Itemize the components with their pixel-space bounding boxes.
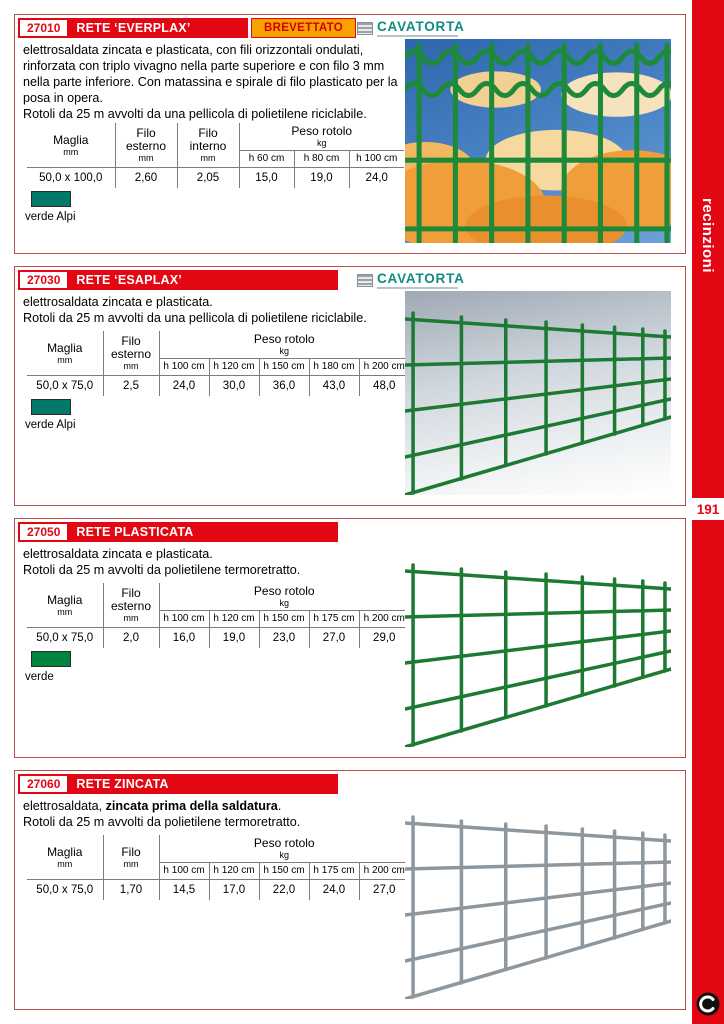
description-paragraph: Rotoli da 25 m avvolti da una pellicola di polietilene riciclabile.	[23, 311, 367, 325]
table-cell: 24,0	[159, 376, 209, 397]
table-header-peso: Peso rotolo kg	[253, 584, 315, 608]
table-header-filo-esterno: Filo esterno mm	[115, 123, 177, 168]
table-header-height: h 150 cm	[259, 863, 309, 880]
brand-name: CAVATORTA	[377, 270, 465, 286]
description-paragraph: elettrosaldata zincata e plasticata, con fili orizzontali ondulati, rinforzata con triplo vivagno nella parte superiore e con filo 3 mm nella parte inferiore. Con matassina e spirale di filo plasticato per la posa in opera.	[23, 43, 398, 105]
table-cell: 24,0	[349, 168, 404, 189]
publisher-logo-icon	[696, 992, 720, 1016]
table-row	[27, 880, 409, 901]
table-cell: 36,0	[259, 376, 309, 397]
product-title: RETE ‘ESAPLAX’	[76, 273, 182, 287]
table-header-maglia: Maglia mm	[27, 835, 103, 880]
product-title: RETE ‘EVERPLAX’	[76, 21, 191, 35]
table-header-height: h 120 cm	[209, 359, 259, 376]
table-cell: 43,0	[309, 376, 359, 397]
table-cell: 1,70	[103, 880, 159, 901]
description-paragraph: elettrosaldata zincata e plasticata.	[23, 547, 213, 561]
color-swatch-label: verde Alpi	[25, 211, 76, 223]
table-header-peso: Peso rotolo kg	[291, 124, 353, 148]
brand-logo	[357, 18, 465, 38]
description-paragraph: elettrosaldata zincata e plasticata.	[23, 295, 213, 309]
table-header-maglia: Maglia mm	[27, 331, 103, 376]
table-cell: 27,0	[359, 880, 409, 901]
product-code: 27060	[20, 776, 67, 792]
section-header	[18, 18, 248, 38]
product-photo-esaplax	[405, 291, 671, 495]
table-cell: 29,0	[359, 628, 409, 649]
product-section-everplax	[14, 14, 686, 254]
product-section-plasticata	[14, 518, 686, 758]
table-cell: 16,0	[159, 628, 209, 649]
product-code: 27030	[20, 272, 67, 288]
table-cell: 50,0 x 75,0	[27, 628, 103, 649]
section-header	[18, 774, 338, 794]
mesh-illustration	[405, 291, 671, 495]
side-band	[692, 0, 724, 1024]
product-description	[23, 42, 403, 122]
table-cell: 19,0	[294, 168, 349, 189]
table-cell: 50,0 x 75,0	[27, 376, 103, 397]
table-header-height: h 150 cm	[259, 611, 309, 628]
table-header-filo-esterno: Filo esterno mm	[103, 583, 159, 628]
table-header-peso: Peso rotolo kg	[253, 836, 315, 860]
table-header-maglia: Maglia mm	[27, 583, 103, 628]
product-photo-zincata	[405, 795, 671, 999]
table-cell: 30,0	[209, 376, 259, 397]
table-cell: 48,0	[359, 376, 409, 397]
product-code: 27050	[20, 524, 67, 540]
table-row	[27, 168, 404, 189]
brand-name: CAVATORTA	[377, 18, 465, 34]
description-paragraph: Rotoli da 25 m avvolti da polietilene termoretratto.	[23, 815, 301, 829]
table-header-height: h 100 cm	[159, 359, 209, 376]
table-cell: 23,0	[259, 628, 309, 649]
table-header-height: h 120 cm	[209, 611, 259, 628]
description-paragraph: Rotoli da 25 m avvolti da polietilene termoretratto.	[23, 563, 301, 577]
color-swatch	[31, 651, 71, 667]
product-title: RETE ZINCATA	[76, 777, 169, 791]
table-row	[27, 376, 409, 397]
table-header-height: h 200 cm	[359, 611, 409, 628]
color-swatch	[31, 191, 71, 207]
table-header-height: h 120 cm	[209, 863, 259, 880]
spec-table	[27, 331, 409, 396]
product-description	[23, 294, 403, 326]
table-header-height: h 80 cm	[294, 151, 349, 168]
brand-icon	[357, 274, 373, 287]
table-cell: 2,60	[115, 168, 177, 189]
page-number: 191	[692, 498, 724, 520]
table-header-peso: Peso rotolo kg	[253, 332, 315, 356]
spec-table	[27, 835, 409, 900]
product-code: 27010	[20, 20, 67, 36]
table-cell: 24,0	[309, 880, 359, 901]
table-cell: 14,5	[159, 880, 209, 901]
product-title: RETE PLASTICATA	[76, 525, 194, 539]
patent-badge: BREVETTATO	[251, 18, 356, 38]
product-description	[23, 546, 403, 578]
table-header-height: h 180 cm	[309, 359, 359, 376]
spec-table	[27, 123, 404, 188]
product-photo-everplax	[405, 39, 671, 243]
table-cell: 19,0	[209, 628, 259, 649]
brand-logo	[357, 270, 465, 290]
brand-tagline-rule	[377, 287, 458, 289]
table-header-height: h 175 cm	[309, 863, 359, 880]
spec-table	[27, 583, 409, 648]
section-header	[18, 522, 338, 542]
table-cell: 50,0 x 100,0	[27, 168, 115, 189]
table-header-height: h 150 cm	[259, 359, 309, 376]
table-header-height: h 175 cm	[309, 611, 359, 628]
table-header-height: h 200 cm	[359, 359, 409, 376]
product-description	[23, 798, 403, 830]
color-swatch	[31, 399, 71, 415]
table-header-height: h 60 cm	[239, 151, 294, 168]
table-cell: 2,5	[103, 376, 159, 397]
color-swatch-label: verde	[25, 671, 54, 683]
product-section-zincata	[14, 770, 686, 1010]
table-header-height: h 100 cm	[159, 611, 209, 628]
table-header-height: h 200 cm	[359, 863, 409, 880]
table-header-maglia: Maglia mm	[27, 123, 115, 168]
brand-icon	[357, 22, 373, 35]
table-cell: 2,05	[177, 168, 239, 189]
mesh-illustration	[405, 543, 671, 747]
section-header	[18, 270, 338, 290]
table-cell: 27,0	[309, 628, 359, 649]
mesh-illustration	[405, 795, 671, 999]
description-paragraph: Rotoli da 25 m avvolti da una pellicola di polietilene riciclabile.	[23, 107, 367, 121]
table-cell: 22,0	[259, 880, 309, 901]
table-header-filo: Filo mm	[103, 835, 159, 880]
table-header-height: h 100 cm	[349, 151, 404, 168]
mesh-illustration	[405, 39, 671, 243]
description-bold: zincata prima della saldatura	[105, 799, 278, 813]
table-cell: 17,0	[209, 880, 259, 901]
product-section-esaplax	[14, 266, 686, 506]
table-row	[27, 628, 409, 649]
brand-tagline-rule	[377, 35, 458, 37]
table-cell: 50,0 x 75,0	[27, 880, 103, 901]
description-paragraph: elettrosaldata, zincata prima della saldatura.	[23, 799, 282, 813]
table-header-height: h 100 cm	[159, 863, 209, 880]
table-header-filo-esterno: Filo esterno mm	[103, 331, 159, 376]
category-label: recinzioni	[699, 198, 716, 274]
color-swatch-label: verde Alpi	[25, 419, 76, 431]
table-header-filo-interno: Filo interno mm	[177, 123, 239, 168]
product-photo-plasticata	[405, 543, 671, 747]
table-cell: 2,0	[103, 628, 159, 649]
table-cell: 15,0	[239, 168, 294, 189]
